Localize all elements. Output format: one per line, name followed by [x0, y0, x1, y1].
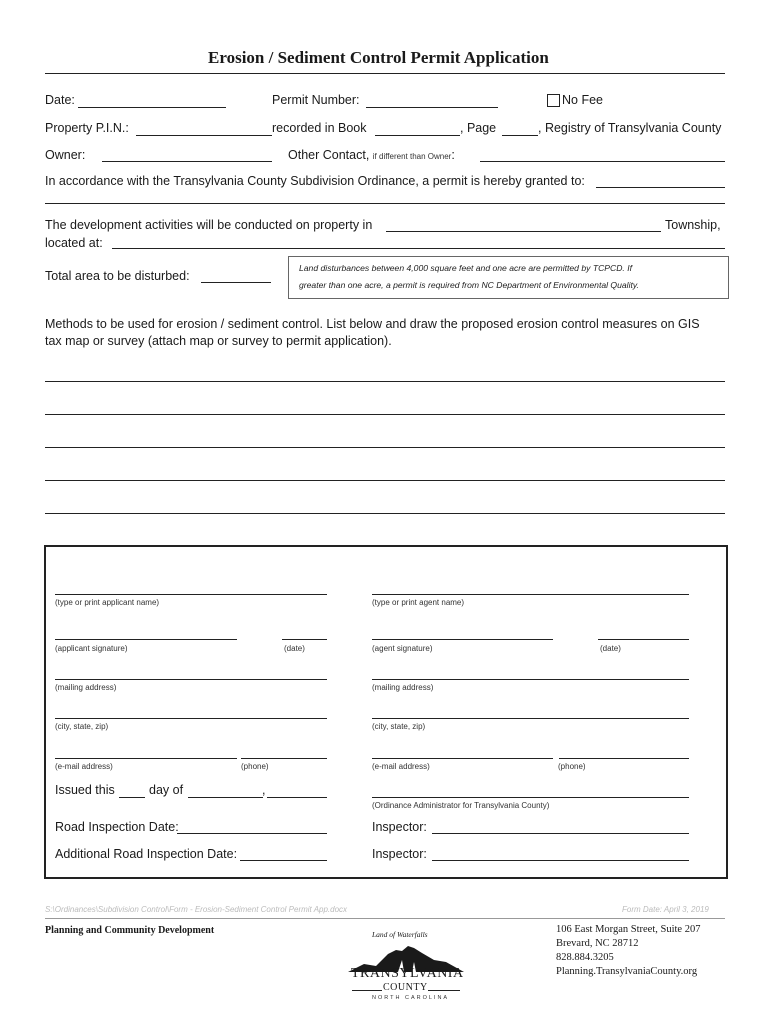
note-box — [288, 256, 729, 299]
logo-tagline: Land of Waterfalls — [372, 930, 428, 939]
grantee-field[interactable] — [596, 187, 725, 188]
title-rule — [45, 73, 725, 74]
book-field[interactable] — [375, 135, 460, 136]
ordinance-text: In accordance with the Transylvania County Subdivision Ordinance, a permit is hereby granted to: — [45, 174, 585, 188]
agent-mailing-field[interactable] — [372, 679, 689, 680]
logo-rule-right — [428, 990, 460, 991]
applicant-phone-caption: (phone) — [241, 762, 269, 771]
owner-field[interactable] — [102, 161, 272, 162]
footer-rule — [45, 918, 725, 919]
note-line-2: greater than one acre, a permit is required from NC Department of Environmental Quality. — [299, 280, 639, 290]
applicant-mailing-caption: (mailing address) — [55, 683, 117, 692]
administrator-field[interactable] — [372, 797, 689, 798]
road-inspection-label: Road Inspection Date: — [55, 820, 179, 834]
other-contact-text: Other Contact, — [288, 148, 370, 162]
note-line-1: Land disturbances between 4,000 square feet and one acre are permitted by TCPCD. If — [299, 263, 632, 273]
issued-month-field[interactable] — [188, 797, 263, 798]
applicant-name-caption: (type or print applicant name) — [55, 598, 160, 607]
issued-comma: , — [262, 783, 266, 797]
inspector-2-label: Inspector: — [372, 847, 427, 861]
grantee-field-line2[interactable] — [45, 203, 725, 204]
located-at-field[interactable] — [112, 248, 725, 249]
agent-city-field[interactable] — [372, 718, 689, 719]
applicant-city-field[interactable] — [55, 718, 327, 719]
if-different-text: if different than Owner — [372, 152, 452, 161]
located-at-label: located at: — [45, 236, 103, 250]
form-date: Form Date: April 3, 2019 — [622, 905, 709, 914]
other-contact-label — [288, 148, 455, 162]
logo-name: TRANSYLVANIA — [351, 966, 464, 981]
applicant-date-caption: (date) — [284, 644, 305, 653]
permit-number-field[interactable] — [366, 107, 498, 108]
applicant-mailing-field[interactable] — [55, 679, 327, 680]
page-title: Erosion / Sediment Control Permit Application — [208, 48, 549, 67]
date-label: Date: — [45, 93, 75, 107]
agent-email-field[interactable] — [372, 758, 553, 759]
website-link[interactable]: Planning.TransylvaniaCounty.org — [556, 966, 698, 977]
address-line-1: 106 East Morgan Street, Suite 207 — [556, 924, 701, 935]
issued-this-label: Issued this — [55, 783, 115, 797]
development-text: The development activities will be conducted on property in — [45, 218, 373, 232]
property-pin-field[interactable] — [136, 135, 272, 136]
total-area-label: Total area to be disturbed: — [45, 269, 190, 283]
methods-text-2: tax map or survey (attach map or survey to permit application). — [45, 334, 392, 348]
road-inspection-field[interactable] — [177, 833, 327, 834]
total-area-field[interactable] — [201, 282, 271, 283]
address-line-2: Brevard, NC 28712 — [556, 938, 639, 949]
inspector-2-field[interactable] — [432, 860, 689, 861]
applicant-phone-field[interactable] — [241, 758, 327, 759]
recorded-in-book-label: recorded in Book — [272, 121, 367, 135]
applicant-signature-field[interactable] — [55, 639, 237, 640]
applicant-date-field[interactable] — [282, 639, 327, 640]
agent-city-caption: (city, state, zip) — [372, 722, 426, 731]
agent-name-field[interactable] — [372, 594, 689, 595]
applicant-name-field[interactable] — [55, 594, 327, 595]
applicant-email-field[interactable] — [55, 758, 237, 759]
issued-day-field[interactable] — [119, 797, 145, 798]
township-label: Township, — [665, 218, 721, 232]
applicant-signature-caption: (applicant signature) — [55, 644, 128, 653]
owner-label: Owner: — [45, 148, 86, 162]
agent-signature-caption: (agent signature) — [372, 644, 433, 653]
no-fee-label: No Fee — [562, 93, 603, 107]
day-of-label: day of — [149, 783, 184, 797]
agent-signature-field[interactable] — [372, 639, 553, 640]
agent-date-caption: (date) — [600, 644, 621, 653]
agent-name-caption: (type or print agent name) — [372, 598, 465, 607]
date-field[interactable] — [78, 107, 226, 108]
file-path: S:\Ordinances\Subdivision Control\Form - Erosion-Sediment Control Permit App.docx — [45, 905, 348, 914]
methods-line-2[interactable] — [45, 414, 725, 415]
administrator-caption: (Ordinance Administrator for Transylvania County) — [372, 801, 550, 810]
no-fee-checkbox[interactable] — [547, 94, 560, 107]
agent-email-caption: (e-mail address) — [372, 762, 430, 771]
inspector-1-label: Inspector: — [372, 820, 427, 834]
other-contact-field[interactable] — [480, 161, 725, 162]
methods-line-1[interactable] — [45, 381, 725, 382]
methods-line-5[interactable] — [45, 513, 725, 514]
township-field[interactable] — [386, 231, 661, 232]
methods-line-4[interactable] — [45, 480, 725, 481]
phone-number: 828.884.3205 — [556, 952, 614, 963]
additional-road-label: Additional Road Inspection Date: — [55, 847, 238, 861]
applicant-email-caption: (e-mail address) — [55, 762, 113, 771]
agent-phone-caption: (phone) — [558, 762, 586, 771]
page-field[interactable] — [502, 135, 538, 136]
logo-rule-left — [352, 990, 382, 991]
property-pin-label: Property P.I.N.: — [45, 121, 129, 135]
other-contact-colon: : — [451, 148, 455, 162]
permit-number-label: Permit Number: — [272, 93, 360, 107]
agent-date-field[interactable] — [598, 639, 689, 640]
department-name: Planning and Community Development — [45, 925, 215, 936]
logo-state: NORTH CAROLINA — [372, 995, 450, 1001]
page-label: , Page — [460, 121, 497, 135]
methods-text-1: Methods to be used for erosion / sediment control. List below and draw the proposed erosion control measures on GIS — [45, 317, 700, 331]
methods-line-3[interactable] — [45, 447, 725, 448]
agent-mailing-caption: (mailing address) — [372, 683, 434, 692]
county-logo — [342, 930, 470, 1006]
logo-county: COUNTY — [383, 982, 428, 993]
registry-label: , Registry of Transylvania County — [538, 121, 722, 135]
applicant-city-caption: (city, state, zip) — [55, 722, 109, 731]
issued-year-field[interactable] — [267, 797, 327, 798]
agent-phone-field[interactable] — [559, 758, 689, 759]
inspector-1-field[interactable] — [432, 833, 689, 834]
additional-road-field[interactable] — [240, 860, 327, 861]
